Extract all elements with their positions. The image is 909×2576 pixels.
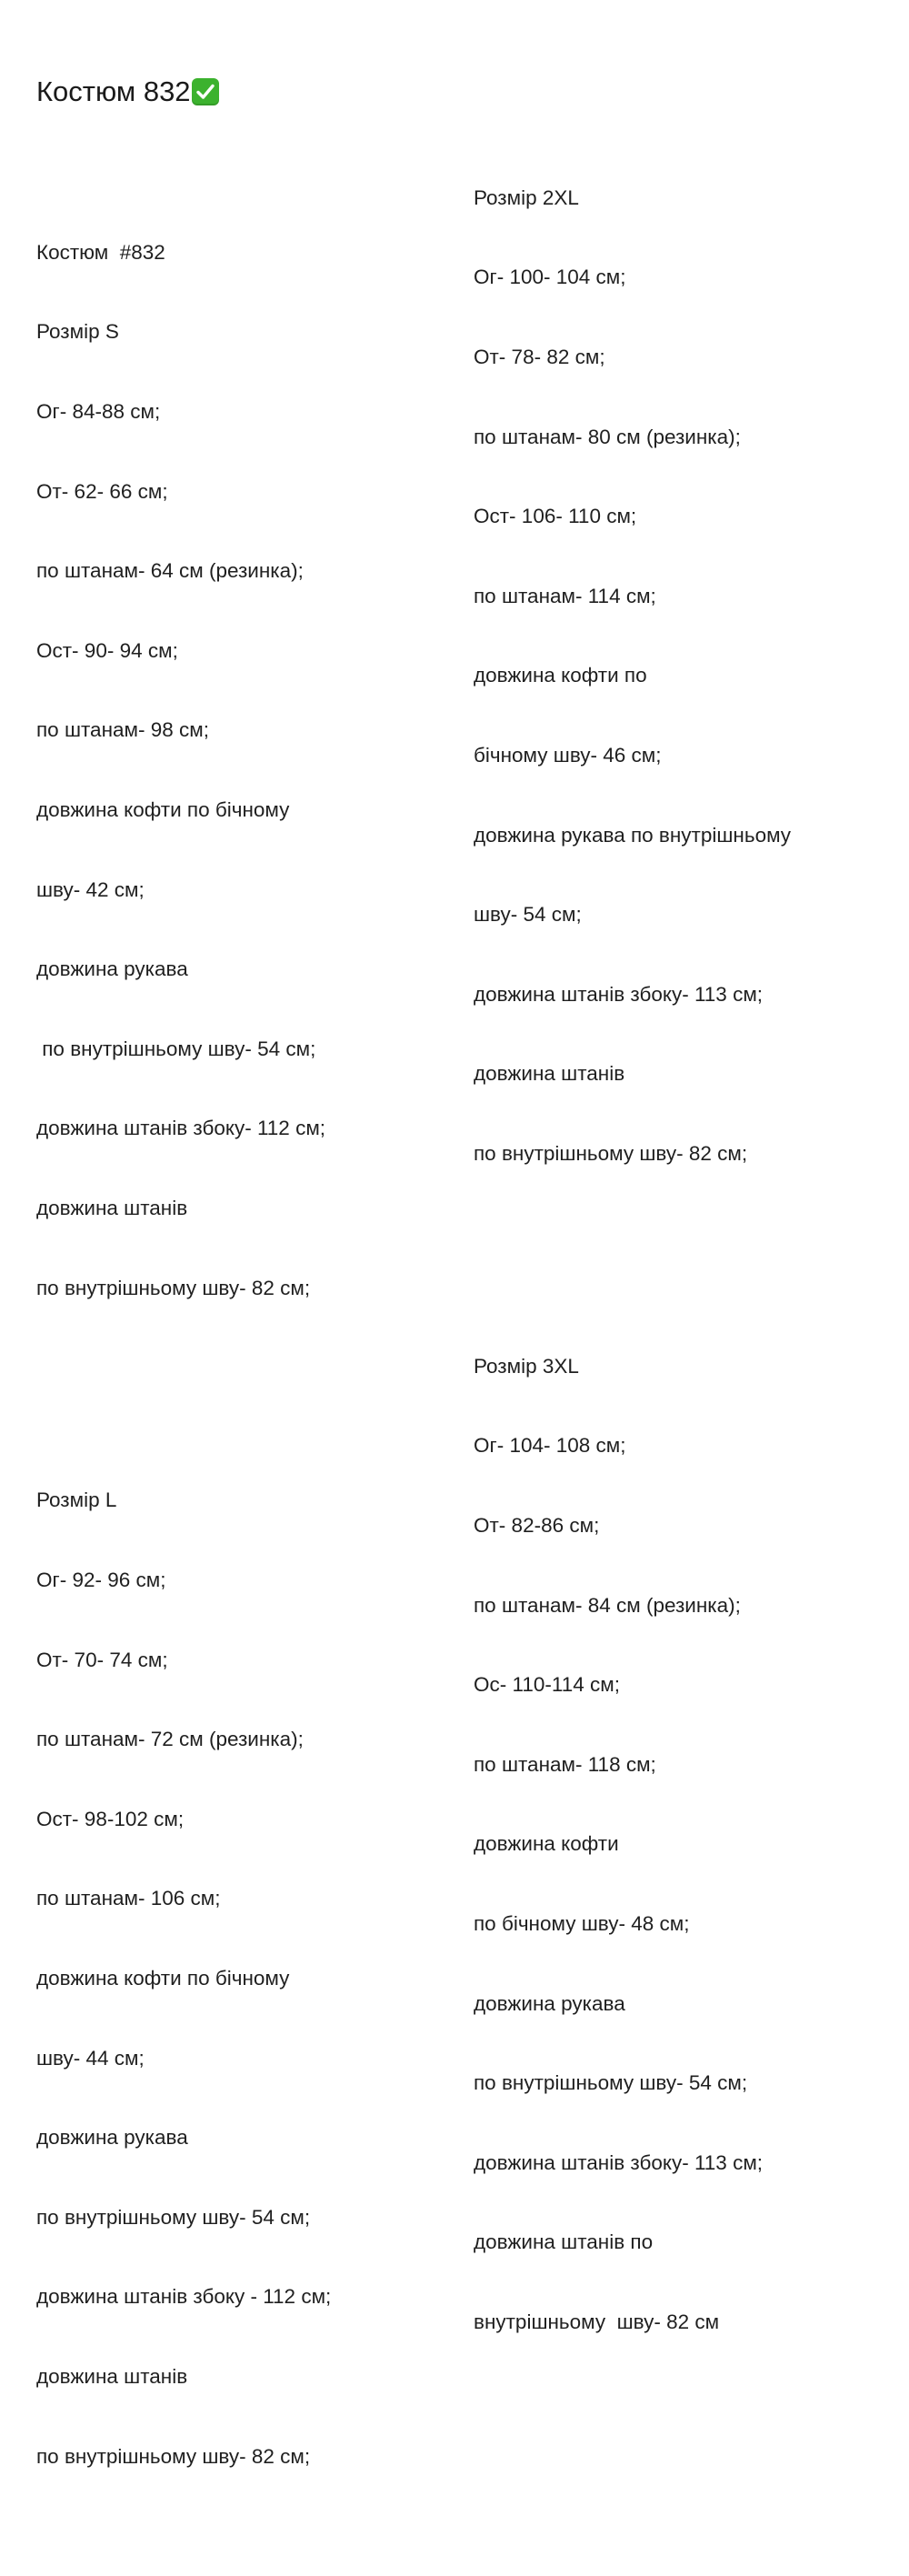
right-column: [474, 78, 791, 2441]
spec-line: довжина штанів по: [474, 2230, 654, 2254]
spec-line: довжина штанів збоку- 113 см;: [474, 982, 764, 1006]
spec-line: довжина рукава: [36, 2126, 188, 2150]
spec-line: довжина кофти по бічному: [36, 797, 290, 821]
size-heading: Розмір S: [36, 320, 119, 344]
spec-line: От- 82-86 см;: [474, 1514, 600, 1538]
size-block-2xl: [474, 131, 791, 1219]
spec-line: по внутрішньому шву- 54 см;: [36, 2205, 311, 2229]
spec-line: по штанам- 106 см;: [36, 1887, 221, 1910]
size-block-3xl: [474, 1299, 791, 2388]
spec-line: Ог- 84-88 см;: [36, 400, 161, 423]
spec-line: по бічному шву- 48 см;: [474, 1912, 690, 1935]
spec-line: довжина рукава: [36, 957, 188, 981]
spec-line: Ос- 110-114 см;: [474, 1673, 620, 1697]
spec-line: довжина штанів: [36, 2364, 188, 2388]
left-column: [36, 133, 331, 2576]
spec-line: бічному шву- 46 см;: [474, 743, 662, 767]
check-mark-icon: [192, 78, 219, 105]
spec-line: Ост- 98-102 см;: [36, 1807, 185, 1830]
size-block-l: [36, 1434, 331, 2522]
spec-line: Ог- 92- 96 см;: [36, 1569, 166, 1592]
spec-line: по внутрішньому шву- 54 см;: [474, 2071, 748, 2095]
size-heading: Розмір 3XL: [474, 1354, 579, 1378]
product-code-line: Костюм #832: [36, 240, 165, 264]
spec-line: довжина штанів збоку - 112 см;: [36, 2285, 332, 2309]
spec-line: Ог- 104- 108 см;: [474, 1434, 626, 1458]
spec-line: по внутрішньому шву- 54 см;: [36, 1037, 316, 1060]
size-heading: Розмір L: [36, 1488, 117, 1512]
spec-line: внутрішньому шву- 82 см: [474, 2310, 720, 2333]
spec-line: довжина рукава по внутрішньому: [474, 823, 792, 847]
size-heading: Розмір 2XL: [474, 185, 579, 209]
spec-line: шву- 54 см;: [474, 903, 582, 927]
spec-line: по штанам- 64 см (резинка);: [36, 559, 304, 583]
spec-line: довжина штанів: [36, 1196, 188, 1219]
spec-line: по внутрішньому шву- 82 см;: [36, 1276, 311, 1299]
spec-line: довжина кофти по: [474, 664, 647, 687]
spec-line: шву- 42 см;: [36, 877, 145, 901]
spec-line: довжина штанів збоку- 113 см;: [474, 2150, 764, 2174]
spec-line: шву- 44 см;: [36, 2046, 145, 2070]
spec-line: по внутрішньому шву- 82 см;: [36, 2444, 311, 2468]
spec-line: довжина рукава: [474, 1991, 625, 2015]
spec-line: довжина кофти: [474, 1832, 619, 1856]
spec-line: Ост- 90- 94 см;: [36, 638, 178, 662]
spec-line: довжина штанів збоку- 112 см;: [36, 1117, 326, 1140]
spec-line: Ог- 100- 104 см;: [474, 266, 626, 289]
spec-line: по штанам- 98 см;: [36, 718, 209, 742]
spec-line: по штанам- 114 см;: [474, 584, 656, 607]
page-title-text: Костюм 832: [36, 75, 191, 107]
spec-line: по штанам- 80 см (резинка);: [474, 425, 741, 448]
spec-line: От- 78- 82 см;: [474, 346, 605, 368]
spec-line: по штанам- 84 см (резинка);: [474, 1593, 741, 1617]
spec-line: по внутрішньому шву- 82 см;: [474, 1141, 748, 1165]
size-block-s: [36, 185, 331, 1354]
spec-line: по штанам- 72 см (резинка);: [36, 1728, 304, 1751]
spec-line: Ост- 106- 110 см;: [474, 505, 637, 528]
spec-line: довжина кофти по бічному: [36, 1967, 290, 1990]
spec-line: От- 62- 66 см;: [36, 479, 168, 503]
spec-line: От- 70- 74 см;: [36, 1648, 168, 1671]
spec-line: довжина штанів: [474, 1062, 625, 1086]
spec-line: по штанам- 118 см;: [474, 1752, 656, 1776]
page-title: [36, 75, 219, 109]
